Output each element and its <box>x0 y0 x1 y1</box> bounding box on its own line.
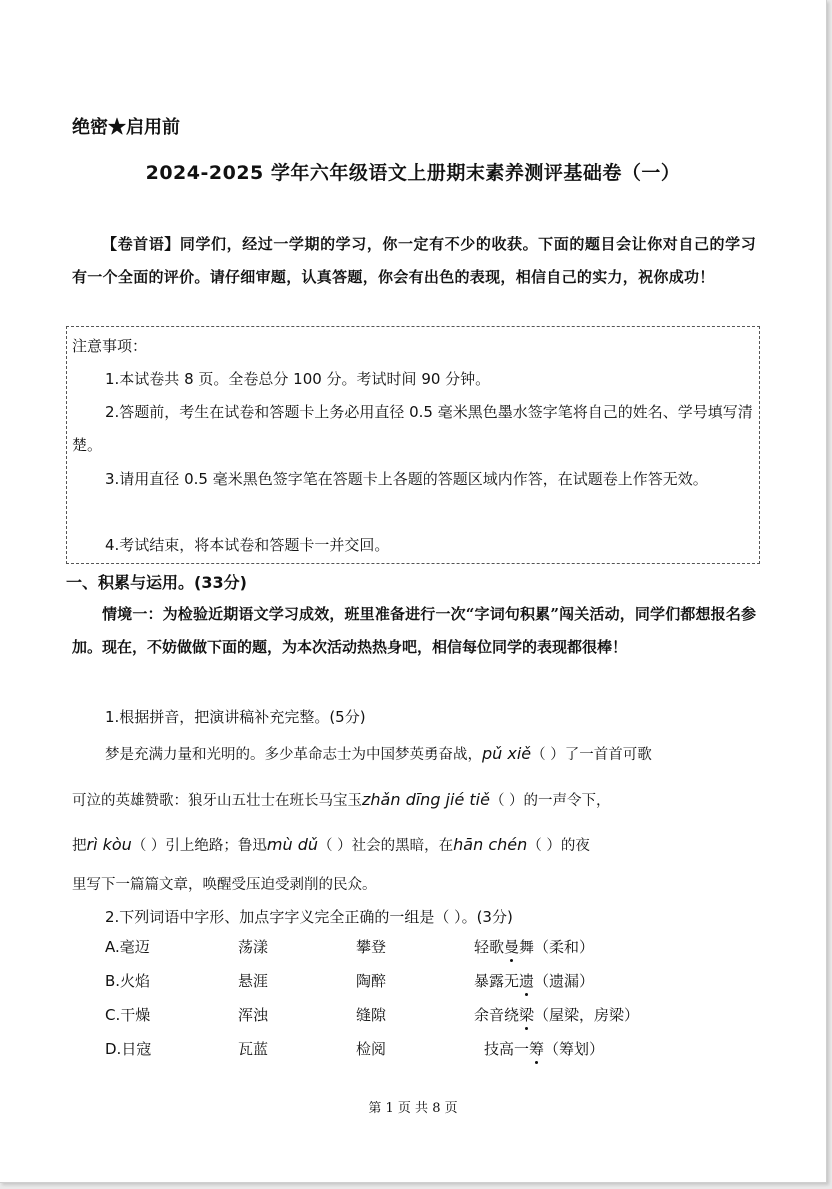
dotted-char: 曼 <box>504 938 520 956</box>
pinyin-zhandingjietie: zhǎn dīng jié tiě <box>362 790 490 809</box>
option-c-col4 <box>474 1004 639 1025</box>
passage-text: 把 <box>72 838 87 854</box>
option-c-col2: 浑浊 <box>238 1006 269 1024</box>
notice-item-1: 1.本试卷共 8 页。全卷总分 100 分。考试时间 90 分钟。 <box>105 370 491 388</box>
option-a-col4 <box>474 936 594 957</box>
secret-label: 绝密★启用前 <box>72 117 180 138</box>
question-1-stem: 1.根据拼音，把演讲稿补充完整。(5分) <box>105 708 366 726</box>
passage-line-1 <box>105 743 652 764</box>
option-text: 舞（柔和） <box>519 938 595 956</box>
exam-title: 2024-2025 学年六年级语文上册期末素养测评基础卷（一） <box>145 162 681 184</box>
option-a-col2: 荡漾 <box>238 938 269 956</box>
option-text: （筹划） <box>544 1040 605 1058</box>
page-footer: 第 1 页 共 8 页 <box>368 1101 458 1116</box>
section-1-title: 一、积累与运用。(33分) <box>66 573 247 592</box>
passage-text: （ ）引上绝路；鲁迅 <box>131 838 267 854</box>
option-d-col4 <box>484 1038 604 1059</box>
option-b-col2: 悬涯 <box>238 972 269 990</box>
passage-text: （ ）了一首首可歌 <box>531 747 652 763</box>
dotted-char: 遗 <box>519 972 535 990</box>
option-text: 暴露无 <box>474 972 520 990</box>
option-text: 技高一 <box>484 1040 530 1058</box>
passage-line-4: 里写下一篇篇文章，唤醒受压迫受剥削的民众。 <box>72 877 377 893</box>
notice-item-4: 4.考试结束，将本试卷和答题卡一并交回。 <box>105 536 390 554</box>
passage-text: （ ）的夜 <box>527 838 590 854</box>
passage-line-2 <box>72 789 611 810</box>
passage-text: （ ）社会的黑暗，在 <box>318 838 454 854</box>
option-c-col1: C.干燥 <box>105 1006 151 1024</box>
notice-item-2: 2.答题前，考生在试卷和答题卡上务必用直径 0.5 毫米黑色墨水签字笔将自己的姓名、学号填写清楚。 <box>72 403 753 454</box>
question-2-stem: 2.下列词语中字形、加点字字义完全正确的一组是（ ）。(3分) <box>105 908 513 926</box>
option-d-col1: D.日寇 <box>105 1040 152 1058</box>
notice-box <box>66 326 760 564</box>
pinyin-rikou: rì kòu <box>86 835 132 854</box>
option-text: 轻歌 <box>474 938 505 956</box>
pinyin-mudu: mù dǔ <box>266 835 319 854</box>
option-a-col1: A.毫迈 <box>105 938 150 956</box>
option-b-col1: B.火焰 <box>105 972 151 990</box>
option-c-col3: 缝隙 <box>356 1006 387 1024</box>
pinyin-puxie: pǔ xiě <box>482 744 532 763</box>
option-b-col3: 陶醉 <box>356 972 387 990</box>
pinyin-hanchen: hān chén <box>453 835 528 854</box>
option-d-col2: 瓦蓝 <box>238 1040 269 1058</box>
passage-line-3 <box>72 834 590 855</box>
passage-text: 梦是充满力量和光明的。多少革命志士为中国梦英勇奋战， <box>105 747 482 763</box>
option-text: 余音绕 <box>474 1006 520 1024</box>
notice-heading: 注意事项： <box>72 337 148 355</box>
passage-text: 可泣的英雄赞歌：狼牙山五壮士在班长马宝玉 <box>72 793 362 809</box>
dotted-char: 梁 <box>519 1006 535 1024</box>
preface-paragraph: 【卷首语】同学们，经过一学期的学习，你一定有不少的收获。下面的题目会让你对自己的学习有一个全面的评价。请仔细审题，认真答题，你会有出色的表现，相信自己的实力，祝你成功！ <box>72 235 756 286</box>
scenario-paragraph: 情境一：为检验近期语文学习成效，班里准备进行一次“字词句积累”闯关活动，同学们都想报名参加。现在，不妨做做下面的题，为本次活动热热身吧，相信每位同学的表现都很棒！ <box>72 605 756 656</box>
option-text: （遗漏） <box>534 972 595 990</box>
dotted-char: 筹 <box>529 1040 545 1058</box>
passage-text: （ ）的一声令下， <box>489 793 611 809</box>
option-text: （屋梁，房梁） <box>534 1006 640 1024</box>
option-a-col3: 攀登 <box>356 938 387 956</box>
notice-item-3: 3.请用直径 0.5 毫米黑色签字笔在答题卡上各题的答题区域内作答，在试题卷上作答无效。 <box>105 470 708 488</box>
option-b-col4 <box>474 970 594 991</box>
option-d-col3: 检阅 <box>356 1040 387 1058</box>
